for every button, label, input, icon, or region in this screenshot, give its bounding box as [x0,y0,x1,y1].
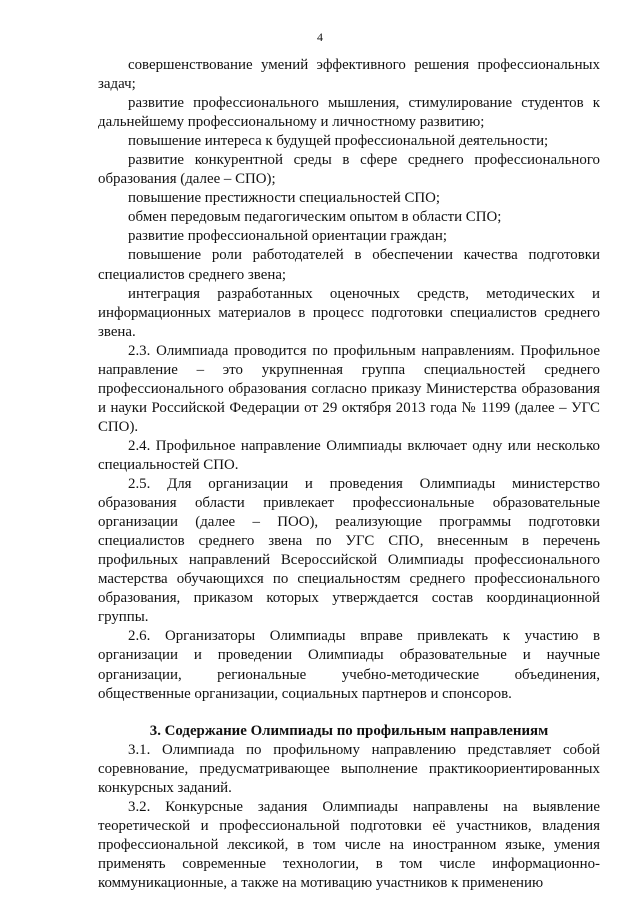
list-paragraph: развитие профессиональной ориентации граждан; [128,228,448,245]
list-paragraph: повышение престижности специальностей СПО; [128,190,441,207]
list-paragraph: повышение интереса к будущей профессиональной деятельности; [128,133,549,150]
clause-2-5: 2.5. Для организации и проведения Олимпиады министерство образования области привлекает профессиональные образовательные организации (далее – ПОО), реализующие программы подготовки специалистов среднего звена по УГС СПО, внесенным в перечень профильных направлений Всероссийской Олимпиады профессионального мастерства обучающихся по специальностям среднего профессионального образования, приказом которых утверждается состав координационной группы. [98,476,600,626]
page-number: 4 [317,30,323,44]
list-paragraph: повышение роли работодателей в обеспечении качества подготовки специалистов среднего звена; [98,247,600,283]
list-paragraph: развитие профессионального мышления, стимулирование студентов к дальнейшему профессиональному и личностному развитию; [98,95,600,131]
list-paragraph: обмен передовым педагогическим опытом в области СПО; [128,209,502,226]
clause-2-3: 2.3. Олимпиада проводится по профильным направлениям. Профильное направление – это укрупненная группа специальностей среднего профессионального образования согласно приказу Министерства образования и науки Российской Федерации от 29 октября 2013 года № 1199 (далее – УГС СПО). [98,342,600,435]
clause-2-4: 2.4. Профильное направление Олимпиады включает одну или несколько специальностей СПО. [98,437,600,473]
document-body [98,56,600,893]
clause-3-2: 3.2. Конкурсные задания Олимпиады направлены на выявление теоретической и профессиональной подготовки её участников, владения профессиональной лексикой, в том числе на иностранном языке, умения применять современные технологии, в том числе информационно-коммуникационные, а также на мотивацию участников к применению [98,798,600,891]
list-paragraph: совершенствование умений эффективного решения профессиональных задач; [98,57,600,93]
clause-3-1: 3.1. Олимпиада по профильному направлению представляет собой соревнование, предусматривающее выполнение практикоориентированных конкурсных заданий. [98,741,600,796]
list-paragraph: развитие конкурентной среды в сфере среднего профессионального образования (далее – СПО); [98,152,600,188]
clause-2-6: 2.6. Организаторы Олимпиады вправе привлекать к участию в организации и проведении Олимпиады образовательные и научные организации, региональные учебно-методические объединения, общественные организации, социальных партнеров и спонсоров. [98,628,600,702]
section-heading: 3. Содержание Олимпиады по профильным направлениям [149,722,549,739]
list-paragraph: интеграция разработанных оценочных средств, методических и информационных материалов в процесс подготовки специалистов среднего звена. [98,285,600,340]
